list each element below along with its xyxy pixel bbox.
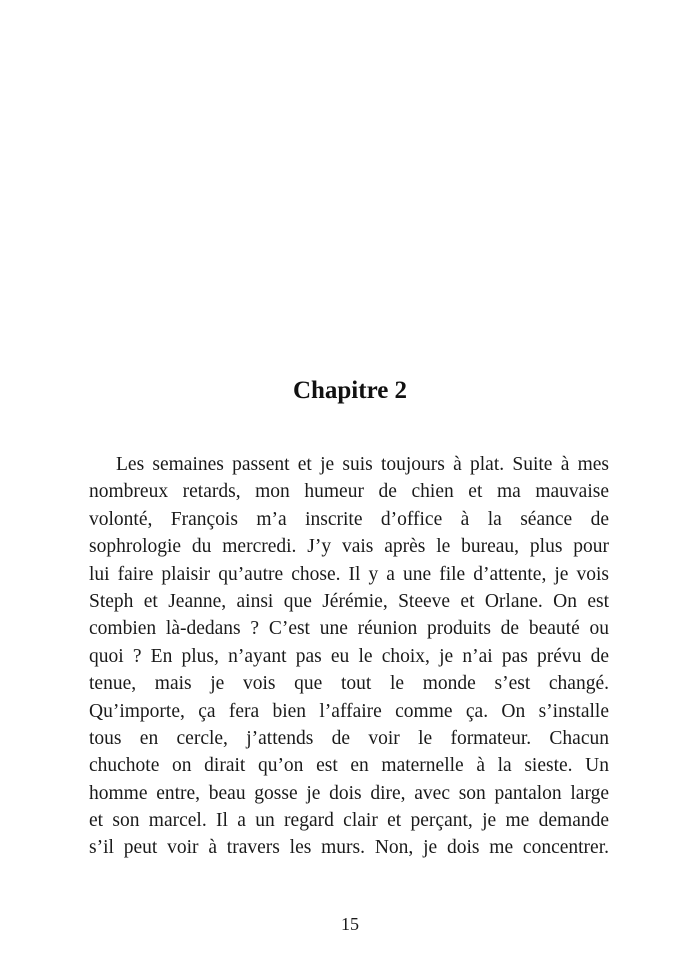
- paragraph-line: combien là-dedans ? C’est une réunion produits de beauté ou: [89, 618, 609, 640]
- page-number: 15: [341, 914, 359, 934]
- paragraph-line: nombreux retards, mon humeur de chien et ma mauvaise: [89, 481, 609, 503]
- paragraph-line: tenue, mais je vois que tout le monde s’est changé.: [89, 673, 609, 695]
- paragraph-line: homme entre, beau gosse je dois dire, avec son pantalon large: [89, 782, 609, 804]
- paragraph-line: volonté, François m’a inscrite d’office à la séance de: [89, 508, 609, 530]
- paragraph-line: sophrologie du mercredi. J’y vais après le bureau, plus pour: [89, 536, 609, 558]
- paragraph-line: quoi ? En plus, n’ayant pas eu le choix, je n’ai pas prévu de: [89, 645, 609, 667]
- paragraph-line: Qu’importe, ça fera bien l’affaire comme ça. On s’installe: [89, 700, 609, 722]
- paragraph-line: s’il peut voir à travers les murs. Non, je dois me concentrer.: [89, 837, 609, 859]
- paragraph-line: Les semaines passent et je suis toujours à plat. Suite à mes: [116, 454, 609, 475]
- body-paragraph: [89, 451, 609, 862]
- chapter-title: Chapitre 2: [292, 377, 408, 404]
- paragraph-line: tous en cercle, j’attends de voir le formateur. Chacun: [89, 727, 609, 749]
- paragraph-line: et son marcel. Il a un regard clair et perçant, je me demande: [89, 810, 609, 832]
- paragraph-line: lui faire plaisir qu’autre chose. Il y a une file d’attente, je vois: [89, 563, 609, 585]
- paragraph-line: Steph et Jeanne, ainsi que Jérémie, Steeve et Orlane. On est: [89, 590, 609, 612]
- paragraph-line: chuchote on dirait qu’on est en maternelle à la sieste. Un: [89, 755, 609, 777]
